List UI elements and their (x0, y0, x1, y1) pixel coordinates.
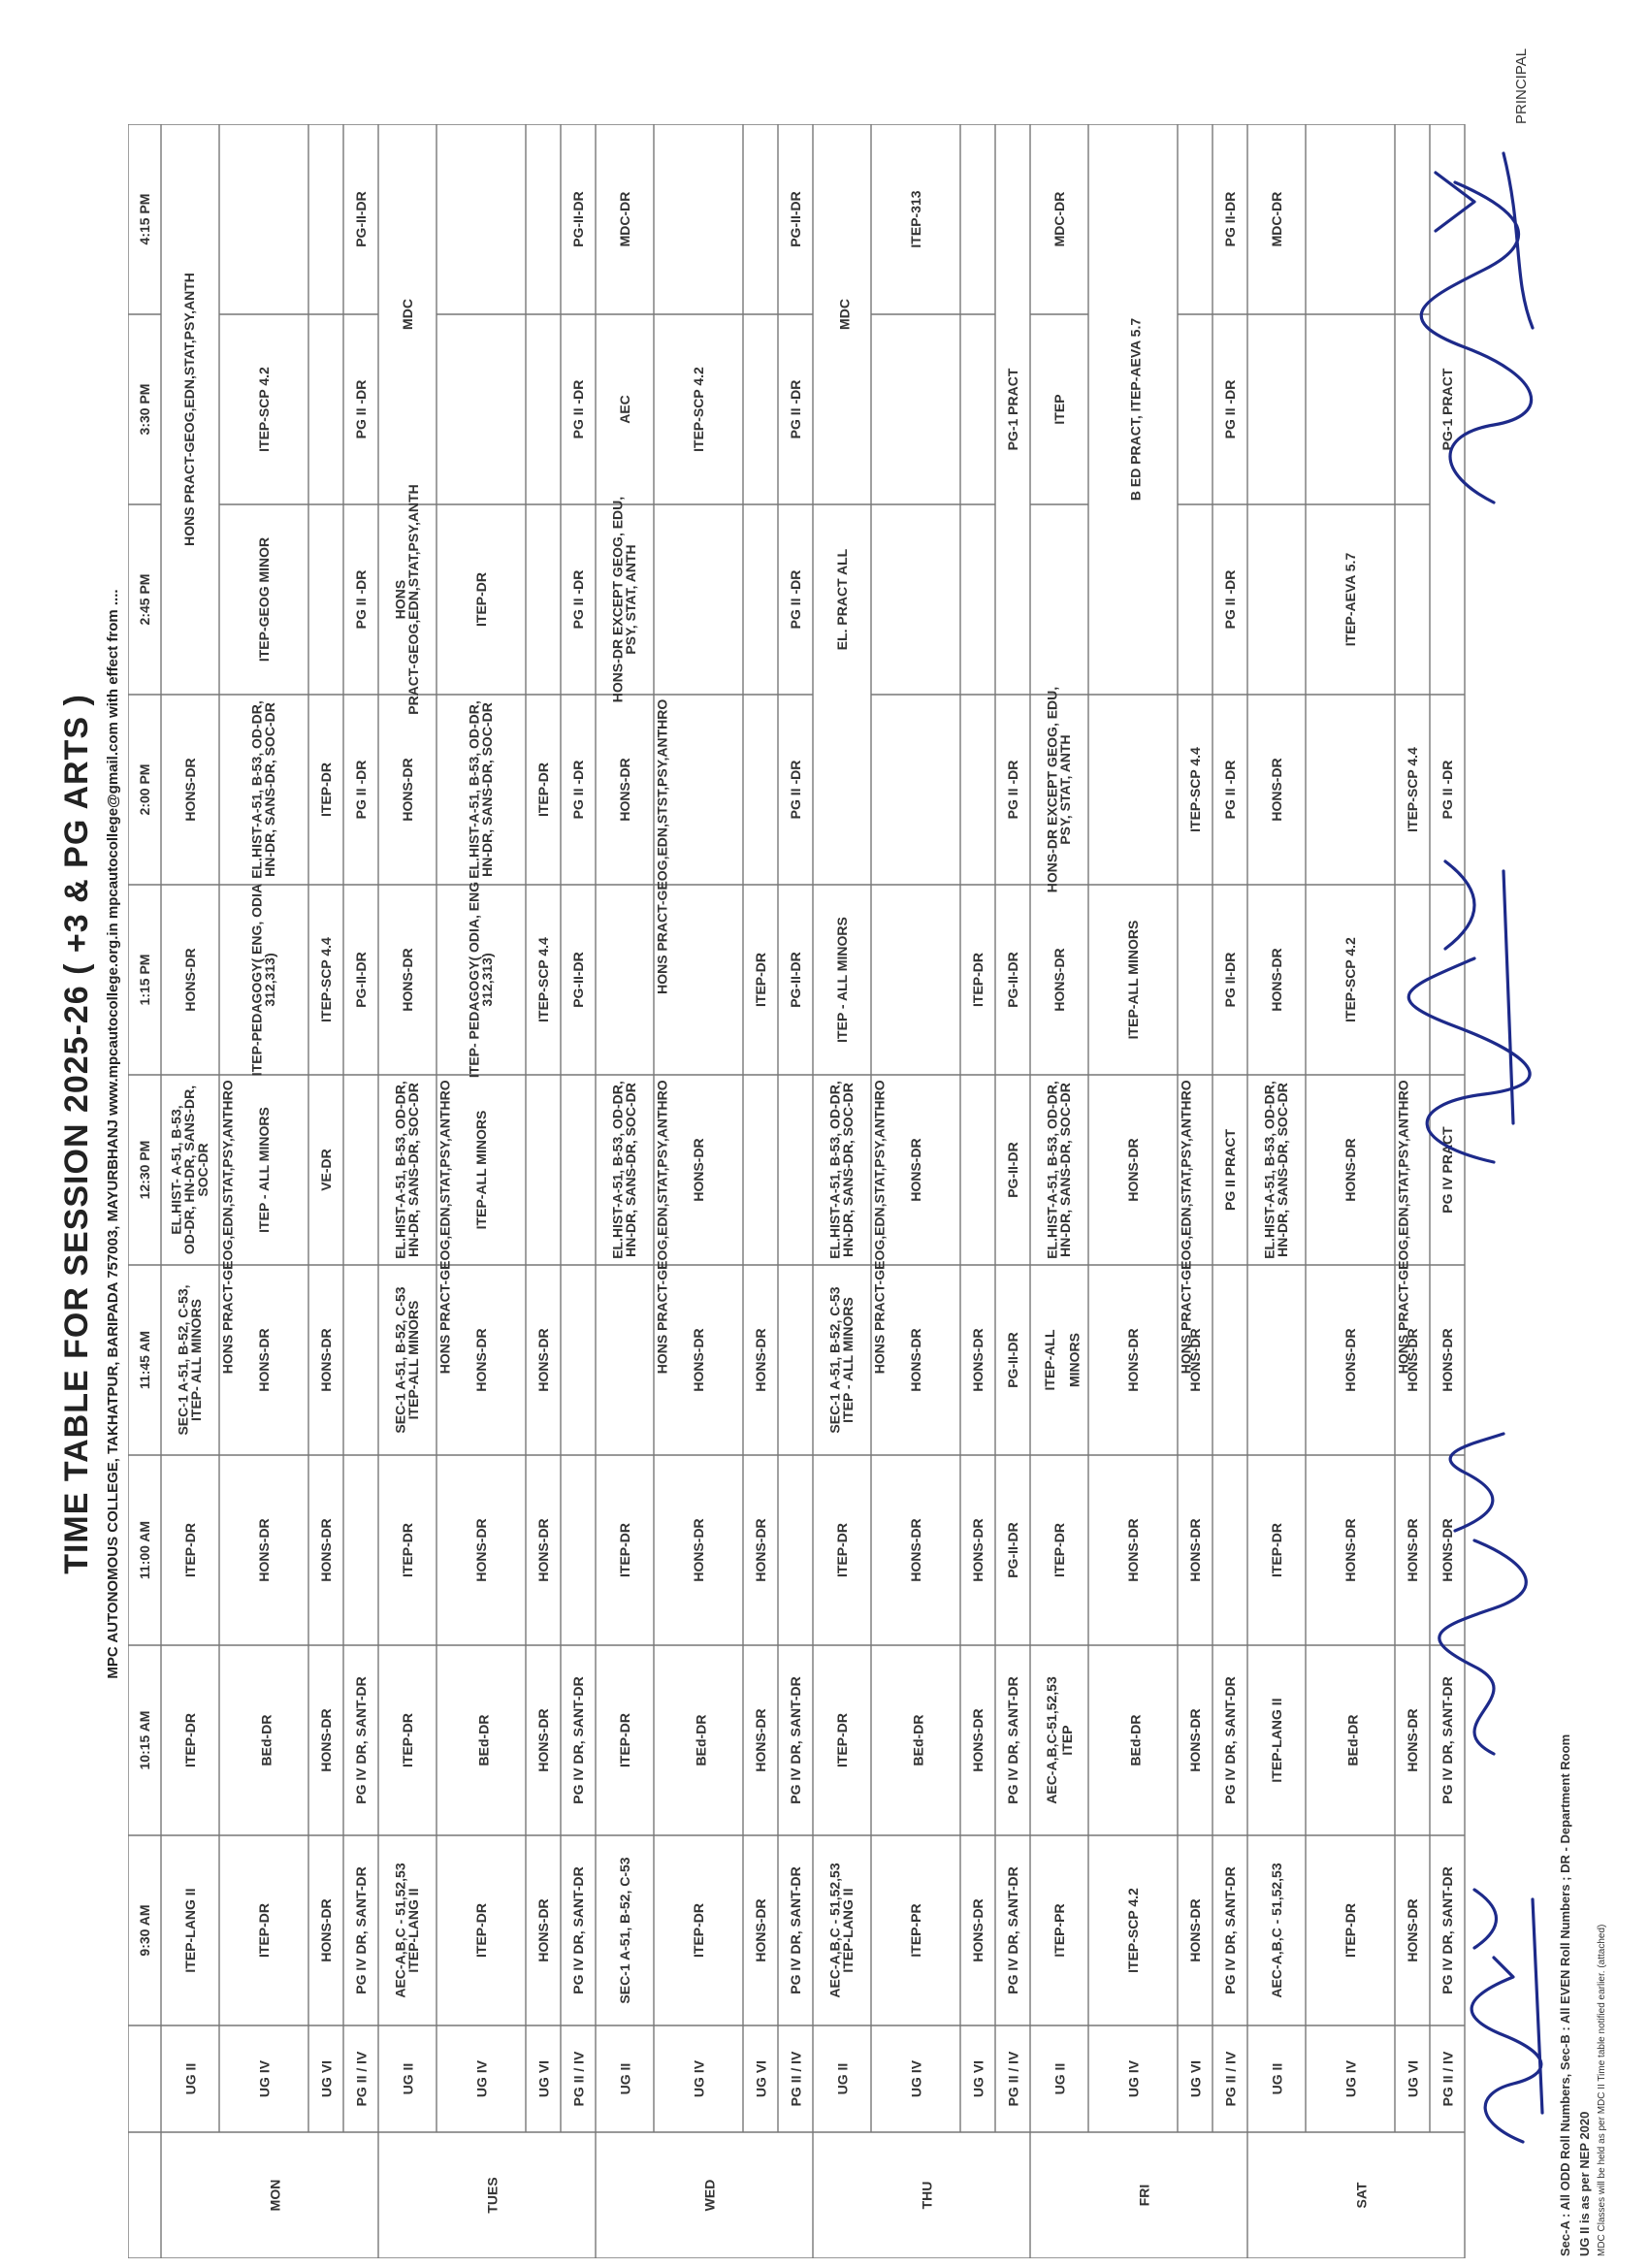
timetable-cell: ITEP-DR (616, 1523, 632, 1577)
timetable-cell: ITEP-DR (472, 572, 489, 627)
timetable-cell: HONS-DR (1268, 758, 1284, 822)
signature-4 (1397, 114, 1571, 522)
timetable-cell: HONS-DR (1404, 1708, 1420, 1772)
time-slot-header: 9:30 AM (136, 1904, 152, 1957)
timetable-cell: HONS-DR (907, 1328, 923, 1392)
timetable-cell: HONS-DR (1186, 1898, 1203, 1962)
timetable-cell: EL.HIST-A-51, B-53, OD-DR,HN-DR, SANS-DR, SOC-DR (826, 1081, 857, 1259)
timetable-cell: PG II -DR (569, 379, 586, 439)
timetable-cell: HONS-DR (969, 1708, 986, 1772)
practical-band-label: HONS PRACT-GEOG,EDN,STST,PSY,ANTHRO (654, 698, 670, 994)
timetable-cell: ITEP-LANG II (181, 1888, 198, 1973)
timetable-cell: PG-II-DR (787, 952, 803, 1008)
timetable-cell: BEd-DR (910, 1714, 926, 1766)
timetable-cell: VE-DR (317, 1149, 334, 1191)
timetable-cell: ITEP-ALL MINORS (1042, 1329, 1083, 1391)
timetable-cell: HONS-DR (534, 1328, 551, 1392)
timetable-cell: EL.HIST-A-51, B-53, OD-DR,HN-DR, SANS-DR, SOC-DR (248, 700, 278, 879)
day-label: SAT (1353, 2182, 1370, 2209)
timetable-cell: PG-II-DR (1004, 1522, 1020, 1578)
timetable-cell: PG IV DR, SANT-DR (1221, 1676, 1238, 1804)
day-label: THU (919, 2181, 935, 2210)
timetable-cell: HONS-DR (1342, 1328, 1358, 1392)
practical-band-label: HONS PRACT-GEOG,EDN,STAT,PSY,ANTHRO (654, 1080, 670, 1375)
class-label: UG II (182, 2062, 199, 2095)
timetable-cell: HONS-DR EXCEPT GEOG, EDU,PSY, STAT, ANTH (1044, 686, 1074, 893)
time-slot-header: 11:00 AM (136, 1520, 152, 1580)
timetable-cell: PG IV DR, SANT-DR (1439, 1676, 1455, 1804)
timetable-cell: HONS-DR (255, 1328, 272, 1392)
timetable-cell: HONS-DR (317, 1898, 334, 1962)
timetable-cell: PG II -DR (1004, 760, 1020, 820)
timetable-cell: PG-II-DR (1004, 952, 1020, 1008)
timetable-cell: EL.HIST-A-51, B-53, OD-DR,HN-DR, SANS-DR, SOC-DR (1044, 1081, 1074, 1259)
class-label: UG VI (318, 2059, 335, 2098)
footer-note-nep: UG II is as per NEP 2020 (1577, 2111, 1592, 2256)
timetable-cell: BEd-DR (1127, 1714, 1144, 1766)
principal-label: PRINCIPAL (1513, 48, 1530, 124)
timetable-cell: HONS-DR (969, 1328, 986, 1392)
timetable-cell: PG II -DR (1439, 760, 1455, 820)
signature-3 (1387, 832, 1552, 1182)
timetable-cell: HONS-DR (181, 948, 198, 1012)
timetable-cell: HONS-DR (1124, 1518, 1141, 1582)
timetable-cell: ITEP-ALL MINORS (472, 1110, 489, 1230)
timetable-cell: HONS-DR (255, 1518, 272, 1582)
timetable-cell: HONS-DR (399, 948, 415, 1012)
class-label: PG II / IV (1222, 2051, 1239, 2107)
timetable-cell: PG II -DR (352, 760, 369, 820)
class-label: UG II (400, 2062, 416, 2095)
timetable-cell: HONS-DR (690, 1138, 706, 1202)
timetable-cell: ITEP-DR (1051, 1523, 1067, 1577)
timetable-cell: AEC-A,B,C - 51,52,53ITEP-LANG II (392, 1863, 422, 1998)
timetable-cell: HONS-DR (907, 1138, 923, 1202)
timetable-cell: HONS-DR (1186, 1708, 1203, 1772)
practical-band-label: HONS PRACT-GEOG,EDN,STAT,PSY,ANTHRO (219, 1080, 236, 1375)
timetable-cell: HONS-DR (472, 1328, 489, 1392)
class-label: UG IV (473, 2059, 490, 2098)
timetable-cell: ITEP - ALL MINORS (833, 917, 850, 1043)
timetable-cell: HONS-DR (969, 1898, 986, 1962)
class-label: PG II / IV (570, 2051, 587, 2107)
timetable-cell: HONS-DR (752, 1328, 768, 1392)
timetable-cell: ITEP-DR (833, 1523, 850, 1577)
signature-1 (1436, 1861, 1571, 2152)
timetable-cell: ITEP-ALL MINORS (1124, 920, 1141, 1040)
time-slot-header: 12:30 PM (136, 1140, 152, 1200)
class-label: UG IV (1125, 2059, 1142, 2098)
time-slot-header: 10:15 AM (136, 1710, 152, 1770)
timetable-cell: PG IV DR, SANT-DR (1004, 1676, 1020, 1804)
practical-band-label: HONS PRACT-GEOG,EDN,STAT,PSY,ANTHRO (1395, 1080, 1411, 1375)
timetable-cell: PG IV DR, SANT-DR (569, 1676, 586, 1804)
timetable-cell: PG IV DR, SANT-DR (1221, 1866, 1238, 1994)
timetable-cell: HONS-DR (752, 1518, 768, 1582)
timetable-cell: HONS-DR (1342, 1518, 1358, 1582)
timetable-cell: EL.HIST-A-51, B-53, OD-DR,HN-DR, SANS-DR, SOC-DR (1261, 1081, 1291, 1259)
class-label: UG IV (908, 2059, 924, 2098)
practical-band-label: HONS PRACT-GEOG,EDN,STAT,PSY,ANTHRO (436, 1080, 453, 1375)
timetable-cell: PG IV DR, SANT-DR (1439, 1866, 1455, 1994)
timetable-cell: ITEP-DR (399, 1713, 415, 1767)
timetable-cell: HONS-DR (1051, 948, 1067, 1012)
class-label: UG IV (691, 2059, 707, 2098)
timetable-cell: HONS-DR (534, 1898, 551, 1962)
timetable-cell: ITEP-SCP 4.2 (255, 367, 272, 452)
timetable-cell: ITEP-SCP 4.4 (317, 937, 334, 1022)
timetable-cell: PG IV DR, SANT-DR (352, 1866, 369, 1994)
timetable-cell: AEC-A,B,C - 51,52,53ITEP-LANG II (826, 1863, 857, 1998)
day-label: FRI (1136, 2184, 1152, 2207)
timetable-cell: HONS-DR (690, 1328, 706, 1392)
class-label: PG II / IV (1439, 2051, 1456, 2107)
timetable-cell: ITEP-SCP 4.4 (1186, 747, 1203, 832)
timetable-cell: HONS-DR (317, 1518, 334, 1582)
timetable-cell: ITEP- PEDAGOGY( ODIA, ENG312,313) (466, 881, 496, 1079)
timetable-cell: EL.HIST- A-51, B-53,OD-DR, HN-DR, SANS-DR,SOC-DR (168, 1085, 210, 1255)
timetable-cell: ITEP (1051, 394, 1067, 425)
timetable-cell: MDC (399, 299, 415, 330)
timetable-cell: MDC (836, 299, 853, 330)
timetable-cell: PG-II-DR (787, 191, 803, 247)
timetable-cell: PG-II-DR (569, 952, 586, 1008)
page-title: TIME TABLE FOR SESSION 2025-26 ( +3 & PG ARTS ) (58, 694, 95, 1574)
timetable-cell: ITEP - ALL MINORS (255, 1107, 272, 1233)
timetable-cell: ITEP-SCP 4.4 (534, 937, 551, 1022)
timetable-cell: ITEP-SCP 4.2 (1342, 937, 1358, 1022)
timetable-cell: HONS PRACT-GEOG,EDN,STAT,PSY,ANTH (181, 273, 198, 546)
time-slot-header: 1:15 PM (136, 954, 152, 1006)
timetable-cell: HONS-DR (907, 1518, 923, 1582)
timetable-cell: MDC-DR (1051, 191, 1067, 247)
timetable-cell: PG-II-DR (352, 191, 369, 247)
timetable-cell: AEC-A,B,C - 51,52,53 (1268, 1863, 1284, 1998)
timetable-cell: ITEP-SCP 4.2 (1124, 1888, 1141, 1973)
timetable-cell: AEC-A,B,C-51,52,53ITEP (1043, 1676, 1075, 1804)
timetable-cell: HONS-DR (752, 1708, 768, 1772)
day-label: TUES (484, 2177, 501, 2214)
timetable-cell: HONS-DR (1342, 1138, 1358, 1202)
timetable-cell: PG II -DR (352, 569, 369, 630)
timetable-cell: HONS-DR (399, 758, 415, 822)
timetable-cell: SEC-1 A-51, B-52, C-53,ITEP- ALL MINORS (175, 1284, 205, 1436)
timetable-cell: ITEP-DR (255, 1903, 272, 1958)
timetable-cell: PG IV DR, SANT-DR (352, 1676, 369, 1804)
timetable-cell: PG II -DR (569, 569, 586, 630)
timetable-cell: HONS-DR (1268, 948, 1284, 1012)
timetable-cell: PG-1 PRACT (1004, 368, 1020, 451)
time-slot-header: 3:30 PM (136, 383, 152, 436)
timetable-cell: HONS-DR (534, 1708, 551, 1772)
timetable-cell: ITEP-DR (534, 762, 551, 817)
timetable-cell: ITEP-PR (1051, 1903, 1067, 1958)
timetable-cell: ITEP-LANG II (1268, 1698, 1284, 1783)
timetable-cell: PG II -DR (569, 760, 586, 820)
timetable-cell: PG-II-DR (1004, 1332, 1020, 1388)
timetable-cell: PG II-DR (1221, 952, 1238, 1008)
timetable-cell: PG II -DR (1221, 379, 1238, 439)
timetable-cell: HONS-DR (181, 758, 198, 822)
timetable-cell: ITEP-DR (969, 953, 986, 1007)
timetable-cell: EL.HIST-A-51, B-53, OD-DR,HN-DR, SANS-DR, SOC-DR (466, 700, 496, 879)
timetable-cell: HONS-DR (317, 1708, 334, 1772)
class-label: UG IV (256, 2059, 273, 2098)
class-label: UG II (1051, 2062, 1068, 2095)
class-label: UG VI (970, 2059, 986, 2098)
class-label: UG II (834, 2062, 851, 2095)
timetable-cell: ITEP-DR (1342, 1903, 1358, 1958)
timetable-cell: PG II -DR (1221, 569, 1238, 630)
timetable-cell: HONS-DR EXCEPT GEOG, EDU,PSY, STAT, ANTH (609, 496, 639, 703)
timetable-cell: ITEP-SCP 4.2 (690, 367, 706, 452)
timetable-cell: PG II -DR (787, 760, 803, 820)
college-info: MPC AUTONOMOUS COLLEGE, TAKHATPUR, BARIPADA 757003, MAYURBHANJ www.mpcautocollege.org.in mpcautocollege@gmail.com with effect from .... (105, 589, 121, 1679)
timetable-cell: EL.HIST-A-51, B-53, OD-DR,HN-DR, SANS-DR, SOC-DR (609, 1081, 639, 1259)
timetable-cell: PG IV PRACT (1439, 1126, 1455, 1214)
timetable-cell: SEC-1 A-51, B-52, C-53ITEP-ALL MINORS (392, 1286, 422, 1434)
timetable-cell: EL. PRACT ALL (833, 548, 850, 651)
timetable-cell: PG II -DR (787, 379, 803, 439)
timetable-cell: HONS-DR (1124, 1328, 1141, 1392)
timetable-cell: EL.HIST-A-51, B-53, OD-DR,HN-DR, SANS-DR, SOC-DR (392, 1081, 422, 1259)
timetable-cell: PG II-DR (1221, 191, 1238, 247)
class-label: UG VI (1405, 2059, 1421, 2098)
timetable-cell: HONS-DR (534, 1518, 551, 1582)
class-label: PG II / IV (353, 2051, 370, 2107)
timetable-cell: PG-1 PRACT (1439, 368, 1455, 451)
timetable-cell: HONS-DR (317, 1328, 334, 1392)
timetable-cell: HONS-DR (690, 1518, 706, 1582)
time-slot-header: 4:15 PM (136, 193, 152, 245)
class-label: UG VI (535, 2059, 552, 2098)
timetable-cell: HONSPRACT-GEOG,EDN,STAT,PSY,ANTH (392, 484, 422, 715)
timetable-cell: BEd-DR (475, 1714, 492, 1766)
timetable-cell: ITEP-DR (181, 1523, 198, 1577)
timetable-cell: BEd-DR (1344, 1714, 1361, 1766)
timetable-cell: PG IV DR, SANT-DR (1004, 1866, 1020, 1994)
timetable-cell: ITEP-DR (181, 1713, 198, 1767)
timetable-cell: ITEP-GEOG MINOR (255, 536, 272, 663)
footer-note-mdc: MDC Classes will be held as per MDC II Time table notified earlier. (attached) (1597, 1924, 1607, 2256)
timetable-cell: PG II -DR (787, 569, 803, 630)
timetable-cell: PG II -DR (352, 379, 369, 439)
timetable-cell: PG II PRACT (1221, 1128, 1238, 1212)
timetable-cell: HONS-DR (1186, 1328, 1203, 1392)
timetable-cell: HONS-DR (1186, 1518, 1203, 1582)
timetable-cell: HONS-DR (752, 1898, 768, 1962)
timetable-cell: HONS-DR (1404, 1518, 1420, 1582)
timetable-cell: ITEP-PR (907, 1903, 923, 1958)
time-slot-header: 11:45 AM (136, 1330, 152, 1390)
timetable-cell: MDC-DR (1268, 191, 1284, 247)
day-label: WED (701, 2179, 718, 2212)
practical-band-label: HONS PRACT-GEOG,EDN,STAT,PSY,ANTHRO (1178, 1080, 1194, 1375)
timetable-cell: HONS-DR (969, 1518, 986, 1582)
time-slot-header: 2:45 PM (136, 573, 152, 626)
class-label: UG VI (753, 2059, 769, 2098)
timetable-cell: PG IV DR, SANT-DR (569, 1866, 586, 1994)
timetable-cell: HONS-DR (1439, 1518, 1455, 1582)
timetable-cell: SEC-1 A-51, B-52, C-53ITEP - ALL MINORS (826, 1286, 857, 1434)
timetable-cell: ITEP-DR (833, 1713, 850, 1767)
timetable-cell: AEC (616, 395, 632, 424)
timetable-cell: HONS-DR (1404, 1328, 1420, 1392)
timetable-cell: SEC-1 A-51, B-52, C-53 (616, 1857, 632, 2004)
timetable-cell: ITEP-DR (690, 1903, 706, 1958)
timetable-cell: ITEP-DR (472, 1903, 489, 1958)
timetable-cell: ITEP-313 (907, 190, 923, 248)
timetable-cell: BEd-DR (258, 1714, 275, 1766)
timetable-cell: ITEP-AEVA 5.7 (1342, 552, 1358, 647)
class-label: UG II (617, 2062, 633, 2095)
timetable-cell: B ED PRACT, ITEP-AEVA 5.7 (1127, 317, 1144, 502)
timetable-cell: ITEP-DR (752, 953, 768, 1007)
timetable-cell: MDC-DR (616, 191, 632, 247)
time-slot-header: 2:00 PM (136, 763, 152, 816)
practical-band-label: HONS PRACT-GEOG,EDN,STAT,PSY,ANTHRO (871, 1080, 888, 1375)
timetable-cell: HONS-DR (616, 758, 632, 822)
footer-note-sections: Sec-A : All ODD Roll Numbers, Sec-B : All EVEN Roll Numbers ; DR - Department Room (1558, 1733, 1572, 2256)
class-label: UG II (1269, 2062, 1285, 2095)
timetable-cell: ITEP-DR (399, 1523, 415, 1577)
timetable-cell: ITEP-DR (317, 762, 334, 817)
timetable-grid (128, 124, 1544, 2258)
timetable-cell: ITEP-PEDAGOGY( ENG, ODIA312,313) (248, 883, 278, 1077)
day-label: MON (267, 2179, 283, 2212)
timetable-cell: PG IV DR, SANT-DR (787, 1676, 803, 1804)
class-label: PG II / IV (1005, 2051, 1021, 2107)
timetable-cell: HONS-DR (1124, 1138, 1141, 1202)
class-label: UG IV (1342, 2059, 1359, 2098)
timetable-cell: PG-II-DR (1004, 1142, 1020, 1198)
class-label: UG VI (1187, 2059, 1204, 2098)
timetable-cell: ITEP-SCP 4.4 (1404, 747, 1420, 832)
timetable-cell: ITEP-DR (1268, 1523, 1284, 1577)
timetable-cell: BEd-DR (693, 1714, 709, 1766)
timetable-cell: PG II -DR (1221, 760, 1238, 820)
timetable-cell: PG-II-DR (569, 191, 586, 247)
timetable-cell: ITEP-DR (616, 1713, 632, 1767)
timetable-cell: HONS-DR (1404, 1898, 1420, 1962)
class-label: PG II / IV (788, 2051, 804, 2107)
signature-2 (1416, 1414, 1562, 1764)
timetable-cell: PG-II-DR (352, 952, 369, 1008)
timetable-cell: HONS-DR (1439, 1328, 1455, 1392)
timetable-cell: PG IV DR, SANT-DR (787, 1866, 803, 1994)
timetable-cell: HONS-DR (472, 1518, 489, 1582)
